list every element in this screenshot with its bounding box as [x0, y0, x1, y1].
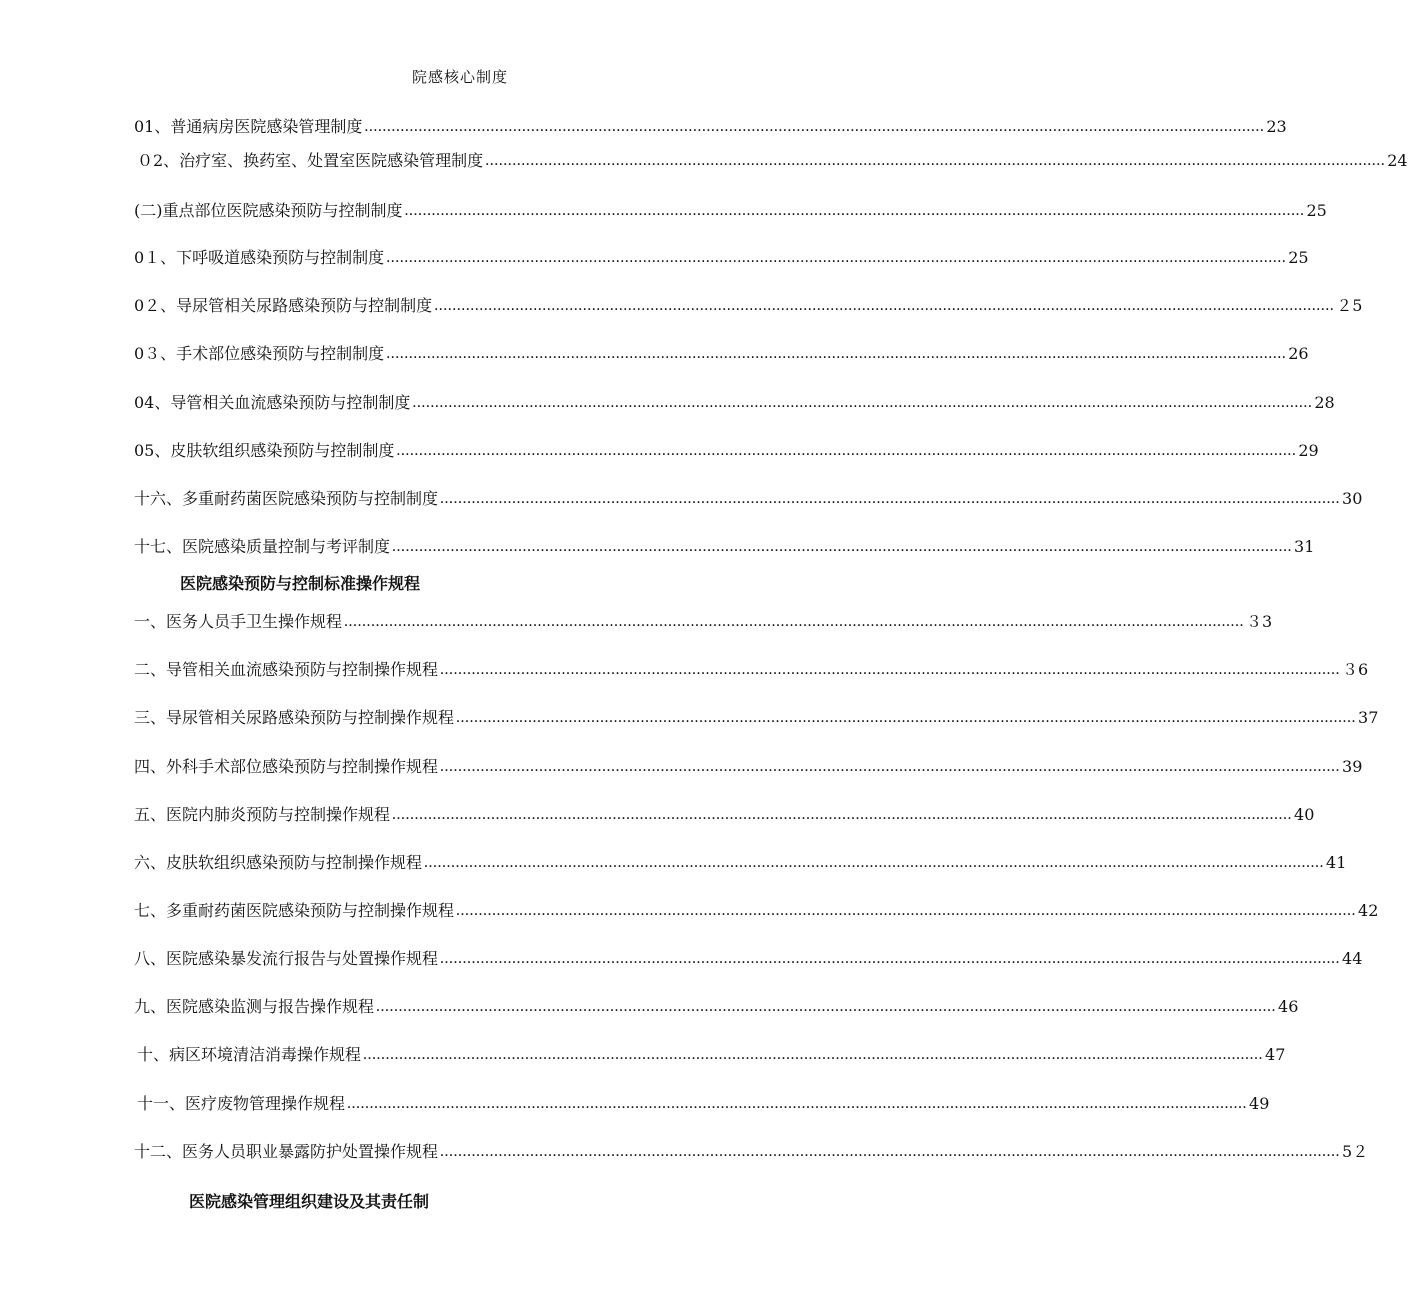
toc-entry: [137, 1092, 1270, 1116]
toc-entry: [134, 851, 1347, 875]
toc-entry-page: 25: [1306, 201, 1327, 220]
toc-entry-label: 05、皮肤软组织感染预防与控制制度: [134, 441, 395, 460]
toc-leader: ........................................................................................................................................................................................................: [347, 1095, 1248, 1112]
toc-entry-label: 0３、手术部位感染预防与控制制度: [134, 344, 385, 363]
toc-entry-page: 28: [1314, 393, 1335, 412]
toc-entry: [134, 610, 1273, 634]
toc-entry-page: 41: [1326, 853, 1347, 872]
toc-entry: [134, 755, 1363, 779]
toc-entry: [134, 342, 1309, 366]
toc-entry-label: 十、病区环境清洁消毒操作规程: [137, 1045, 362, 1064]
toc-entry-label: 二、导管相关血流感染预防与控制操作规程: [134, 660, 439, 679]
toc-entry-page: 23: [1266, 117, 1287, 136]
toc-leader: ........................................................................................................................................................................................................: [376, 998, 1277, 1015]
toc-entry-page: 29: [1298, 441, 1319, 460]
toc-entry-page: ３6: [1342, 660, 1369, 679]
toc-entry-page: 25: [1288, 248, 1309, 267]
toc-leader: ........................................................................................................................................................................................................: [434, 297, 1335, 314]
toc-leader: ........................................................................................................................................................................................................: [396, 442, 1297, 459]
toc-leader: ........................................................................................................................................................................................................: [363, 1046, 1264, 1063]
toc-entry: [137, 149, 1408, 173]
toc-entry-label: 六、皮肤软组织感染预防与控制操作规程: [134, 853, 423, 872]
toc-entry-label: 04、导管相关血流感染预防与控制制度: [134, 393, 411, 412]
page-header: 院感核心制度: [411, 68, 508, 86]
toc-entry-label: 十二、医务人员职业暴露防护处置操作规程: [134, 1142, 439, 1161]
toc-entry: [134, 995, 1299, 1019]
toc-leader: ........................................................................................................................................................................................................: [456, 902, 1357, 919]
toc-entry: [137, 1043, 1286, 1067]
toc-leader: ........................................................................................................................................................................................................: [386, 249, 1287, 266]
toc-entry-label: 十一、医疗废物管理操作规程: [137, 1094, 346, 1113]
toc-entry-label: 0２、导尿管相关尿路感染预防与控制制度: [134, 296, 433, 315]
toc-entry: [134, 199, 1327, 223]
toc-entry-label: (二)重点部位医院感染预防与控制制度: [134, 201, 403, 220]
toc-leader: ........................................................................................................................................................................................................: [456, 709, 1357, 726]
toc-leader: ........................................................................................................................................................................................................: [344, 613, 1245, 630]
toc-leader: ........................................................................................................................................................................................................: [392, 538, 1293, 555]
toc-entry: [134, 1140, 1369, 1164]
toc-entry: [134, 706, 1379, 730]
toc-entry-page: ２5: [1336, 296, 1363, 315]
toc-entry-label: 四、外科手术部位感染预防与控制操作规程: [134, 757, 439, 776]
toc-entry-label: 三、导尿管相关尿路感染预防与控制操作规程: [134, 708, 455, 727]
toc-entry: [134, 535, 1315, 559]
toc-entry-label: ０2、治疗室、换药室、处置室医院感染管理制度: [137, 151, 484, 170]
toc-entry-label: 0１、下呼吸道感染预防与控制制度: [134, 248, 385, 267]
toc-entry-label: 七、多重耐药菌医院感染预防与控制操作规程: [134, 901, 455, 920]
toc-entry: [134, 947, 1363, 971]
toc-entry-page: 31: [1294, 537, 1315, 556]
toc-entry: [134, 439, 1319, 463]
toc-leader: ........................................................................................................................................................................................................: [392, 806, 1293, 823]
toc-entry: [134, 294, 1363, 318]
toc-leader: ........................................................................................................................................................................................................: [424, 854, 1325, 871]
toc-entry: [134, 115, 1287, 139]
toc-entry-page: 46: [1278, 997, 1299, 1016]
toc-leader: ........................................................................................................................................................................................................: [440, 1143, 1341, 1160]
toc-entry-label: 01、普通病房医院感染管理制度: [134, 117, 363, 136]
toc-entry: [134, 246, 1309, 270]
toc-entry-label: 十六、多重耐药菌医院感染预防与控制制度: [134, 489, 439, 508]
section-heading: 医院感染预防与控制标准操作规程: [180, 574, 421, 593]
toc-entry-label: 一、医务人员手卫生操作规程: [134, 612, 343, 631]
toc-entry-page: 49: [1249, 1094, 1270, 1113]
toc-leader: ........................................................................................................................................................................................................: [386, 345, 1287, 362]
toc-entry-page: 26: [1288, 344, 1309, 363]
toc-leader: ........................................................................................................................................................................................................: [440, 758, 1341, 775]
toc-entry-page: 39: [1342, 757, 1363, 776]
toc-leader: ........................................................................................................................................................................................................: [440, 661, 1341, 678]
toc-entry: [134, 899, 1379, 923]
toc-entry: [134, 487, 1363, 511]
toc-leader: ........................................................................................................................................................................................................: [440, 950, 1341, 967]
toc-leader: ........................................................................................................................................................................................................: [404, 202, 1305, 219]
toc-entry-page: 30: [1342, 489, 1363, 508]
toc-entry-page: 44: [1342, 949, 1363, 968]
toc-entry-page: ３3: [1246, 612, 1273, 631]
toc-entry-label: 十七、医院感染质量控制与考评制度: [134, 537, 391, 556]
toc-entry-label: 八、医院感染暴发流行报告与处置操作规程: [134, 949, 439, 968]
toc-leader: ........................................................................................................................................................................................................: [364, 118, 1265, 135]
toc-entry-label: 五、医院内肺炎预防与控制操作规程: [134, 805, 391, 824]
toc-leader: ........................................................................................................................................................................................................: [440, 490, 1341, 507]
section-heading: 医院感染管理组织建设及其责任制: [189, 1192, 430, 1211]
toc-entry: [134, 658, 1369, 682]
toc-leader: ........................................................................................................................................................................................................: [412, 394, 1313, 411]
toc-leader: ........................................................................................................................................................................................................: [485, 152, 1386, 169]
toc-entry-page: 24: [1387, 151, 1408, 170]
toc-entry: [134, 391, 1335, 415]
toc-entry-page: 42: [1358, 901, 1379, 920]
toc-entry: [134, 803, 1315, 827]
toc-entry-page: 37: [1358, 708, 1379, 727]
toc-entry-page: 40: [1294, 805, 1315, 824]
toc-entry-page: 47: [1265, 1045, 1286, 1064]
toc-entry-label: 九、医院感染监测与报告操作规程: [134, 997, 375, 1016]
toc-entry-page: 5２: [1342, 1142, 1369, 1161]
